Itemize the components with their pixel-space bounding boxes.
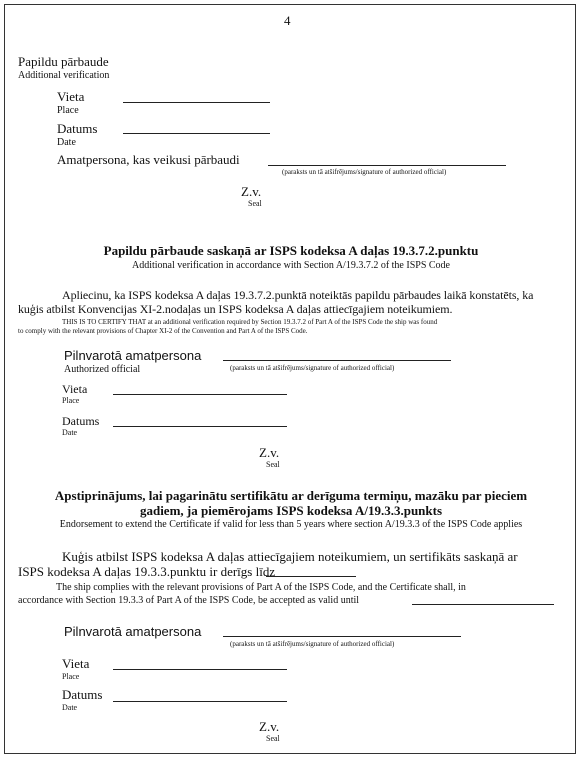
section1-signature-caption: (paraksts un tā atšifrējums/signature of authorized official) [282, 168, 447, 176]
section1-date-field[interactable] [123, 133, 270, 134]
section2-seal-label: Z.v. [259, 445, 280, 460]
section2-signature-field[interactable] [223, 360, 451, 361]
section1-date-label: Datums [57, 121, 98, 136]
section3-place-label: Vieta [62, 656, 90, 671]
section2-body-en-line1: THIS IS TO CERTIFY THAT at an additional verification required by Section 19.3.7.2 of Part A of the ISPS Code the ship was found [62, 318, 438, 326]
section1-title-en: Additional verification [18, 70, 110, 81]
section2-place-field[interactable] [113, 394, 287, 395]
section1-seal-label-en: Seal [248, 199, 262, 208]
section2-date-field[interactable] [113, 426, 287, 427]
section1-title: Papildu pārbaude [18, 54, 109, 69]
section1-official-label: Amatpersona, kas veikusi pārbaudi [57, 152, 240, 167]
section2-heading-en: Additional verification in accordance with Section A/19.3.7.2 of the ISPS Code [132, 260, 450, 271]
section3-body-line1: Kuģis atbilst ISPS kodeksa A daļas attiecīgajiem noteikumiem, un sertifikāts saskaņā ar [62, 549, 518, 564]
section2-body-line2: kuģis atbilst Konvencijas XI-2.nodaļas un ISPS kodeksa A daļas attiecīgajiem noteikumiem. [18, 302, 453, 316]
section3-seal-label: Z.v. [259, 719, 280, 734]
section1-seal-label: Z.v. [241, 184, 262, 199]
section3-heading-line1: Apstiprinājums, lai pagarinātu sertifikātu ar derīguma termiņu, mazāku par pieciem [54, 488, 528, 503]
section3-seal-label-en: Seal [266, 734, 280, 743]
section2-body-line1: Apliecinu, ka ISPS kodeksa A daļas 19.3.7.2.punktā noteiktās papildu pārbaudes laikā konstatēts, ka [62, 288, 534, 302]
section3-valid-until-en-field[interactable] [412, 604, 554, 605]
section1-place-label-en: Place [57, 105, 79, 116]
section2-official-label: Pilnvarotā amatpersona [64, 348, 202, 363]
section3-body-en-line1: The ship complies with the relevant provisions of Part A of the ISPS Code, and the Certificate shall, in [56, 582, 466, 593]
section1-date-label-en: Date [57, 137, 76, 148]
section3-signature-field[interactable] [223, 636, 461, 637]
section3-date-label-en: Date [62, 703, 78, 712]
section3-place-label-en: Place [62, 672, 80, 681]
section2-heading: Papildu pārbaude saskaņā ar ISPS kodeksa A daļas 19.3.7.2.punktu [103, 243, 479, 258]
section3-date-label: Datums [62, 687, 103, 702]
section2-body-en-line2: to comply with the relevant provisions of Chapter XI-2 of the Convention and Part A of the ISPS Code. [18, 327, 308, 335]
section3-body-line2: ISPS kodeksa A daļas 19.3.3.punktu ir derīgs līdz [18, 564, 276, 579]
section3-place-field[interactable] [113, 669, 287, 670]
section1-place-label: Vieta [57, 89, 85, 104]
section2-official-label-en: Authorized official [64, 364, 141, 375]
page-number: 4 [284, 13, 291, 28]
section2-date-label-en: Date [62, 428, 78, 437]
section1-signature-field[interactable] [268, 165, 506, 166]
section3-official-label: Pilnvarotā amatpersona [64, 624, 202, 639]
section3-heading-en: Endorsement to extend the Certificate if valid for less than 5 years where section A/19.3.3 of the ISPS Code applies [59, 519, 523, 530]
section3-signature-caption: (paraksts un tā atšifrējums/signature of authorized official) [230, 640, 395, 648]
section1-place-field[interactable] [123, 102, 270, 103]
section2-signature-caption: (paraksts un tā atšifrējums/signature of authorized official) [230, 364, 395, 372]
section3-heading-line2: gadiem, ja piemērojams ISPS kodeksa A/19.3.3.punkts [139, 503, 443, 518]
section2-seal-label-en: Seal [266, 460, 280, 469]
section2-place-label: Vieta [62, 382, 88, 396]
section3-valid-until-field[interactable] [266, 576, 356, 577]
section3-date-field[interactable] [113, 701, 287, 702]
section2-date-label: Datums [62, 414, 100, 428]
section2-place-label-en: Place [62, 396, 80, 405]
section3-body-en-line2: accordance with Section 19.3.3 of Part A of the ISPS Code, be accepted as valid until [18, 595, 360, 606]
